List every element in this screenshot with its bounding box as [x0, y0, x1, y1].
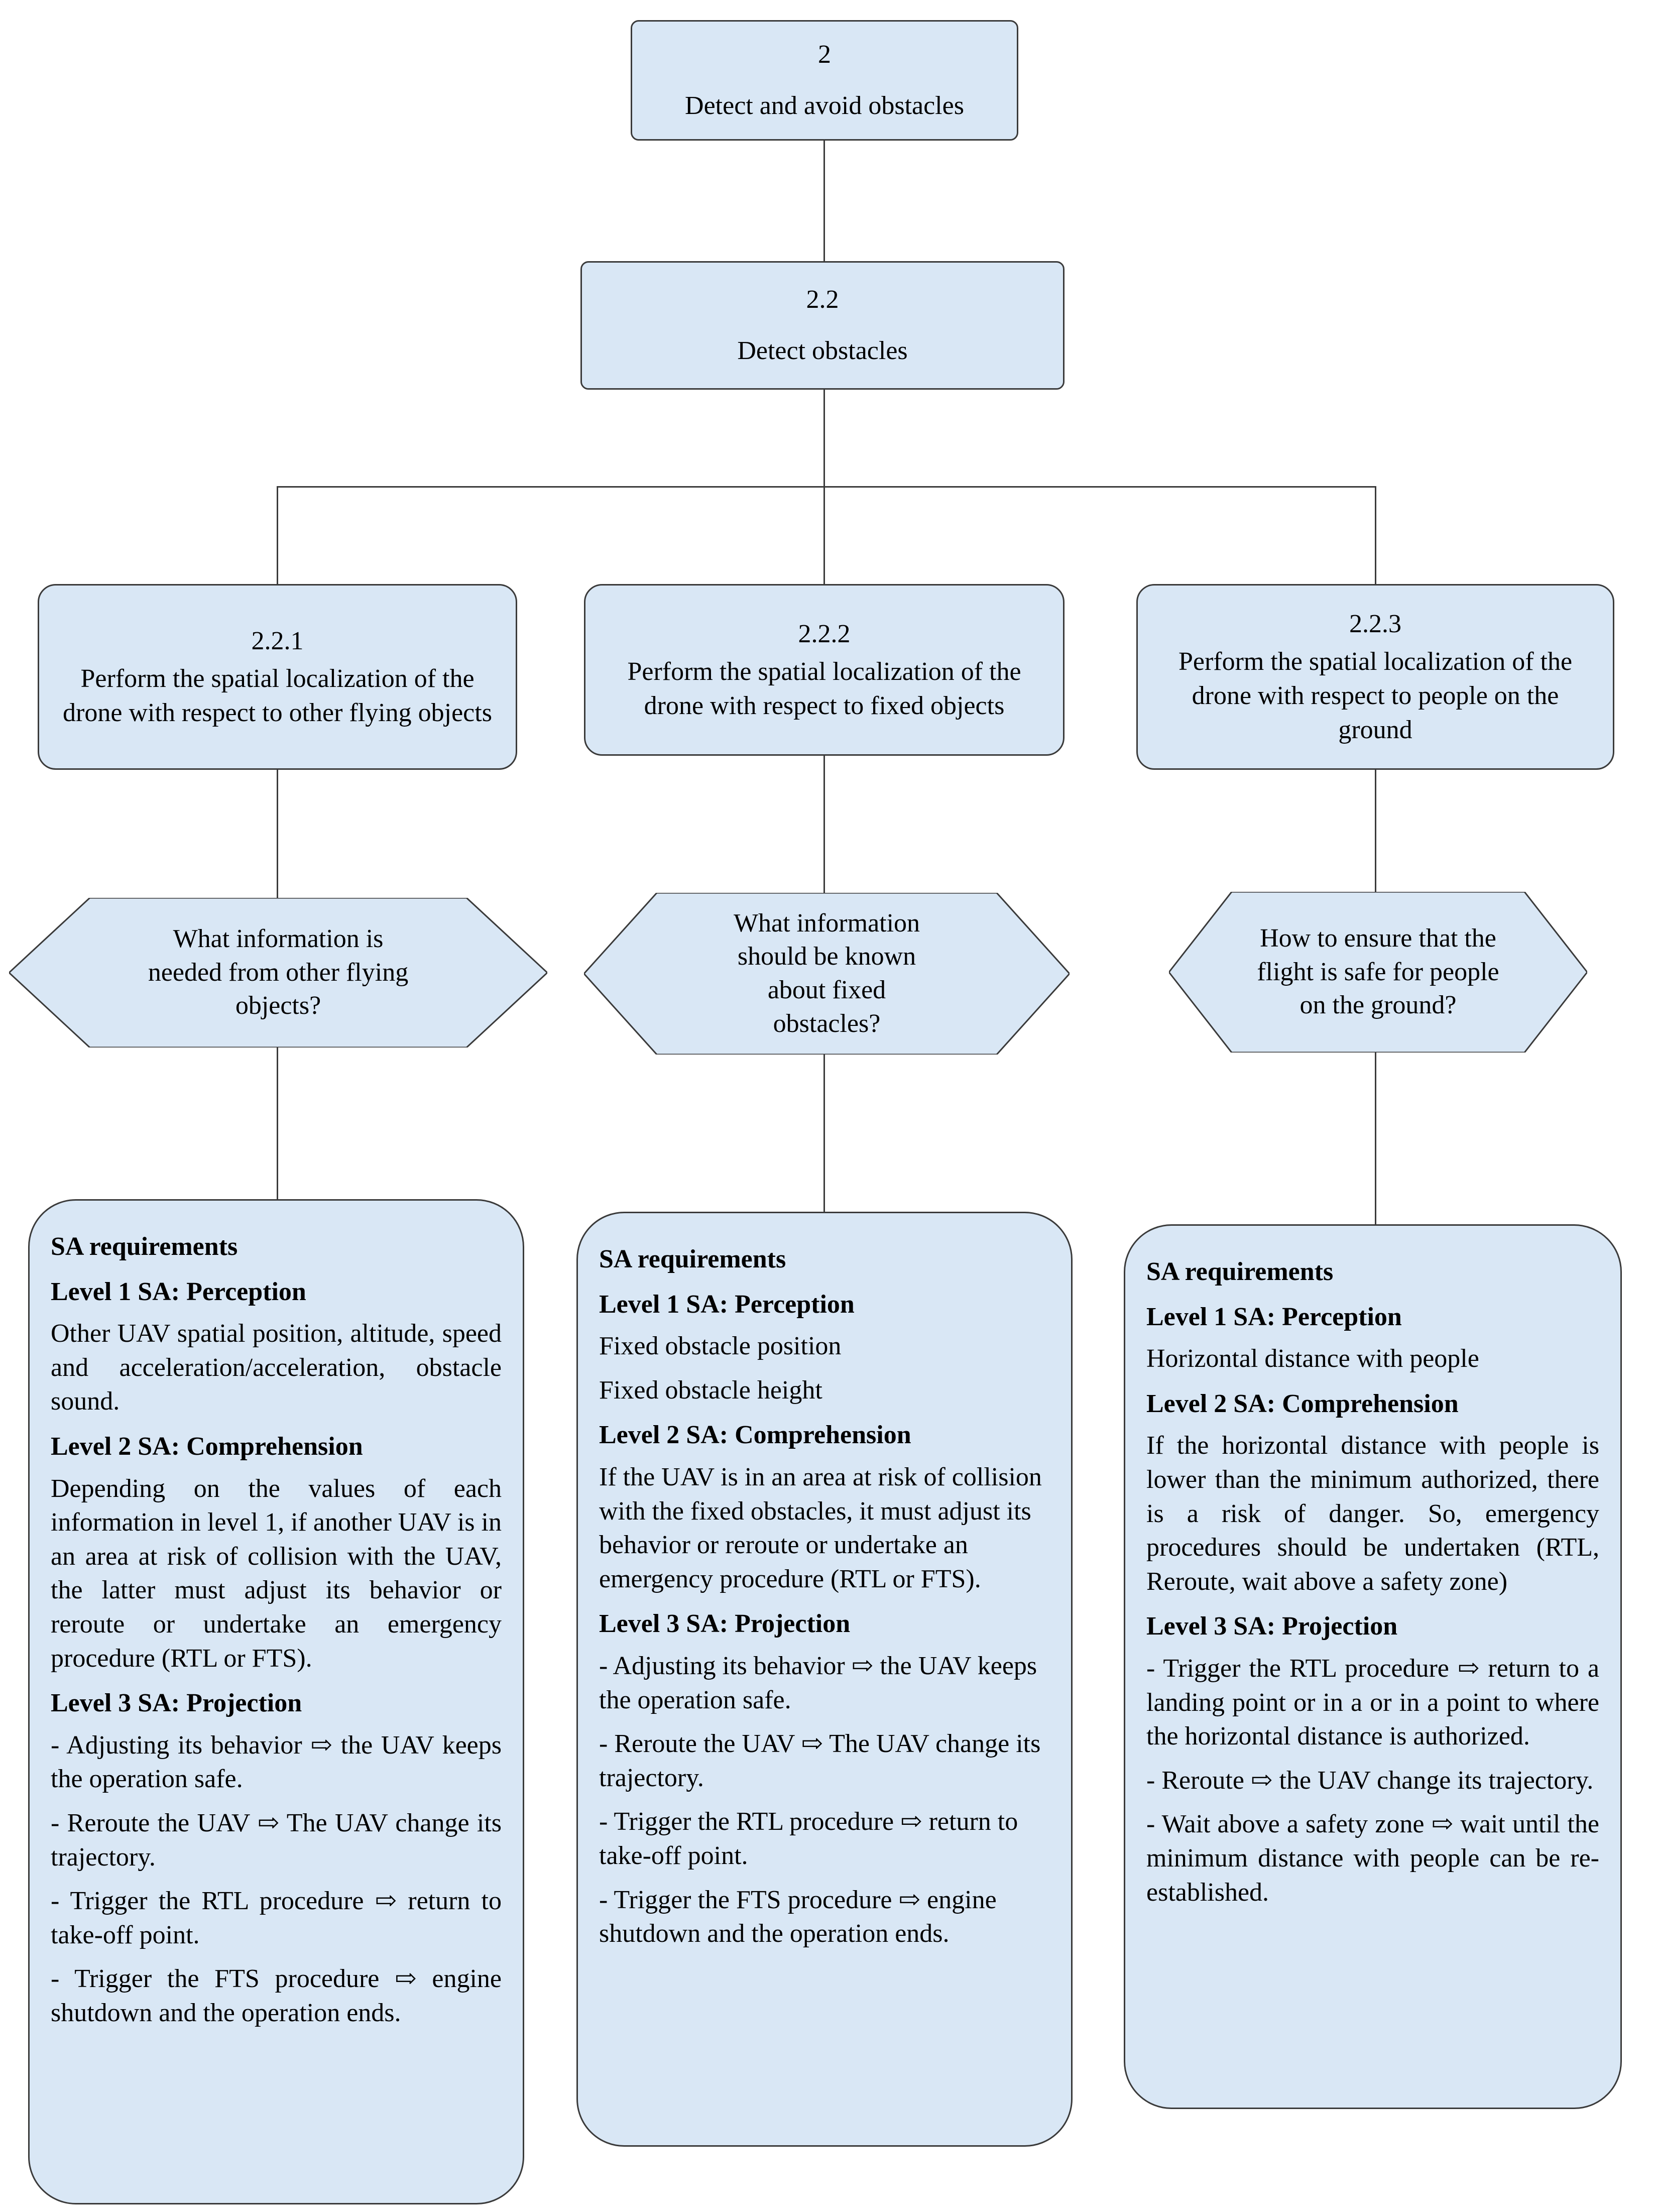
sa-requirements-box-1 — [28, 1199, 524, 2204]
connector-line — [823, 756, 825, 893]
node-number: 2.2.2 — [798, 619, 851, 648]
sa-level3-heading: Level 3 SA: Projection — [599, 1609, 851, 1639]
node-label: Perform the spatial localization of the drone with respect to fixed objects — [627, 657, 1021, 720]
connector-line — [823, 486, 825, 584]
node-task-2-2-3 — [1136, 584, 1614, 770]
node-label: Perform the spatial localization of the drone with respect to people on the ground — [1178, 647, 1573, 744]
sa-level3-item: - Trigger the RTL procedure ⇨ return to take-off point. — [51, 1887, 502, 1949]
sa-level3-item: - Adjusting its behavior ⇨ the UAV keeps the operation safe. — [51, 1730, 502, 1794]
connector-line — [277, 770, 278, 898]
sa-level1-text: Fixed obstacle height — [599, 1375, 822, 1405]
node-label: Perform the spatial localization of the drone with respect to other flying objects — [63, 664, 492, 727]
sa-level2-text: If the UAV is in an area at risk of collision with the fixed obstacles, it must adjust its behavior or reroute or undertake an emergency procedure (RTL or FTS). — [599, 1462, 1042, 1593]
node-task-2-2-1 — [38, 584, 517, 770]
sa-level2-heading: Level 2 SA: Comprehension — [51, 1432, 363, 1461]
sa-level3-item: - Reroute ⇨ the UAV change its trajectory. — [1146, 1766, 1594, 1795]
connector-line — [277, 1047, 278, 1199]
sa-level1-heading: Level 1 SA: Perception — [599, 1290, 855, 1319]
sa-level1-text: Fixed obstacle position — [599, 1332, 842, 1361]
sa-level3-item: - Trigger the RTL procedure ⇨ return to a landing point or in a or in a point to where the horizontal distance is authorized. — [1146, 1654, 1599, 1751]
node-label: Detect and avoid obstacles — [685, 91, 964, 120]
sa-level3-heading: Level 3 SA: Projection — [1146, 1612, 1398, 1641]
connector-line — [1375, 486, 1376, 584]
question-node-flying-objects — [9, 898, 547, 1047]
sa-level3-item: - Trigger the RTL procedure ⇨ return to take-off point. — [599, 1807, 1018, 1870]
sa-level1-text: Horizontal distance with people — [1146, 1344, 1479, 1373]
sa-level3-item: - Trigger the FTS procedure ⇨ engine shutdown and the operation ends. — [51, 1964, 502, 2027]
node-detect-and-avoid-obstacles — [631, 20, 1018, 141]
sa-level3-item: - Wait above a safety zone ⇨ wait until the minimum distance with people can be re-established. — [1146, 1810, 1599, 1907]
sa-title: SA requirements — [599, 1245, 786, 1273]
connector-line — [277, 486, 1376, 488]
sa-level3-item: - Reroute the UAV ⇨ The UAV change its trajectory. — [599, 1729, 1041, 1792]
node-label: Detect obstacles — [737, 336, 908, 365]
sa-level3-heading: Level 3 SA: Projection — [51, 1689, 302, 1718]
sa-level1-text: Other UAV spatial position, altitude, speed and acceleration/acceleration, obstacle sound. — [51, 1319, 502, 1416]
sa-level1-heading: Level 1 SA: Perception — [1146, 1302, 1402, 1331]
question-text: What information is needed from other flying objects? — [148, 924, 409, 1020]
sa-requirements-box-3 — [1124, 1224, 1622, 2109]
connector-line — [1375, 770, 1376, 892]
sa-level2-text: If the horizontal distance with people is lower than the minimum authorized, there is a risk of danger. So, emergency procedures should be undertaken (RTL, Reroute, wait above a safety zone) — [1146, 1431, 1599, 1596]
node-number: 2.2 — [806, 285, 839, 314]
sa-level3-item: - Adjusting its behavior ⇨ the UAV keeps the operation safe. — [599, 1651, 1037, 1714]
node-number: 2.2.1 — [251, 626, 304, 655]
sa-level3-item: - Trigger the FTS procedure ⇨ engine shutdown and the operation ends. — [599, 1885, 997, 1948]
sa-level1-heading: Level 1 SA: Perception — [51, 1277, 306, 1306]
question-node-people-on-ground — [1169, 892, 1587, 1053]
sa-level3-item: - Reroute the UAV ⇨ The UAV change its trajectory. — [51, 1808, 502, 1872]
connector-line — [823, 390, 825, 487]
question-text: How to ensure that the flight is safe for people on the ground? — [1257, 924, 1499, 1020]
sa-level2-heading: Level 2 SA: Comprehension — [1146, 1389, 1459, 1418]
sa-title: SA requirements — [51, 1232, 238, 1261]
sa-level2-heading: Level 2 SA: Comprehension — [599, 1421, 911, 1450]
node-detect-obstacles — [580, 261, 1065, 390]
sa-level2-text: Depending on the values of each information in level 1, if another UAV is in an area at risk of collision with the UAV, the latter must adjust its behavior or reroute or undertake an emergency procedure (RTL or FTS). — [51, 1474, 502, 1673]
connector-line — [1375, 1053, 1376, 1224]
node-task-2-2-2 — [584, 584, 1065, 756]
connector-line — [823, 1055, 825, 1212]
node-number: 2.2.3 — [1349, 609, 1401, 638]
sa-title: SA requirements — [1146, 1257, 1334, 1286]
connector-line — [823, 141, 825, 261]
question-node-fixed-obstacles — [584, 893, 1070, 1055]
question-text: What information should be known about fixed obstacles? — [733, 908, 920, 1038]
sa-requirements-box-2 — [576, 1212, 1073, 2147]
node-number: 2 — [818, 40, 831, 69]
connector-line — [277, 486, 278, 584]
